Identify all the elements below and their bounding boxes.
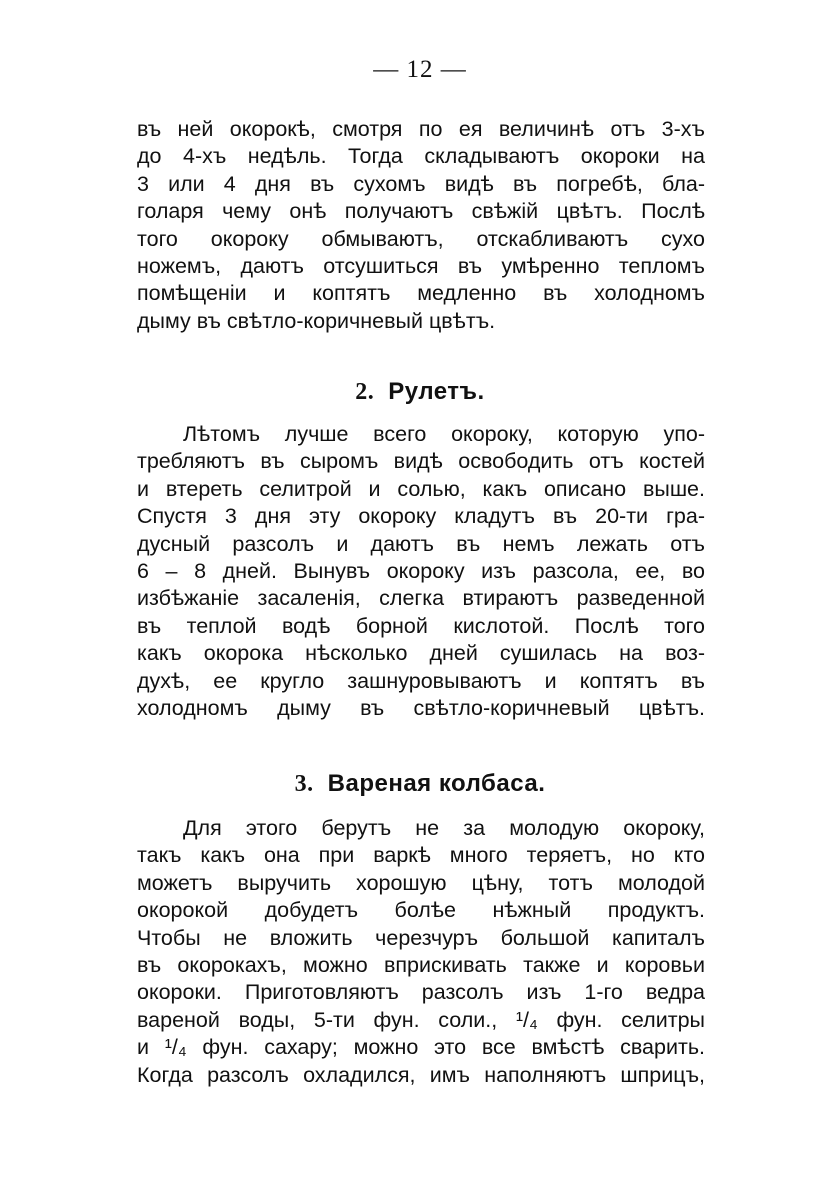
text-line: помѣщенiи и коптятъ медленно въ холодномъ <box>137 281 705 306</box>
section-heading-3 <box>0 770 840 798</box>
text-line: окорокой добудетъ болѣе нѣжный продуктъ. <box>137 898 705 923</box>
section-title: Рулетъ. <box>388 378 485 405</box>
text-line: въ окорокахъ, можно вприскивать также и коровьи <box>137 952 705 977</box>
text-line: духѣ, ее кругло зашнуровываютъ и коптятъ въ <box>137 668 705 693</box>
text-line: Чтобы не вложить черезчуръ большой капиталъ <box>137 925 705 950</box>
text-line: можетъ выручить хорошую цѣну, тотъ молодой <box>137 870 705 895</box>
section-3-paragraph <box>137 815 705 1089</box>
text-line: вареной воды, 5-ти фун. соли., ¹/₄ фун. селитры <box>137 1007 705 1032</box>
page-number: — 12 — <box>373 56 467 83</box>
text-line: Лѣтомъ лучше всего окороку, которую упо- <box>183 422 705 446</box>
text-line: того окороку обмываютъ, отскабливаютъ сухо <box>137 226 705 251</box>
text-line: дусный разсолъ и даютъ въ немъ лежать отъ <box>137 531 705 556</box>
section-number: 3. <box>294 771 314 797</box>
text-line: и ¹/₄ фун. сахару; можно это все вмѣстѣ сварить. <box>137 1035 705 1060</box>
text-line: 3 или 4 дня въ сухомъ видѣ въ погребѣ, бла- <box>137 171 705 196</box>
text-line: дыму въ свѣтло-коричневый цвѣтъ. <box>137 308 496 333</box>
text-line: до 4-хъ недѣль. Тогда складываютъ окороки на <box>137 144 705 169</box>
text-line: такъ какъ она при варкѣ много теряетъ, но кто <box>137 843 705 868</box>
text-line: въ ней окорокѣ, смотря по ея величинѣ отъ 3-хъ <box>137 117 705 141</box>
text-line: холодномъ дыму въ свѣтло-коричневый цвѣтъ. <box>137 695 705 720</box>
text-line: Спустя 3 дня эту окороку кладутъ въ 20-ти гра- <box>137 504 705 529</box>
section-number: 2. <box>355 379 375 405</box>
section-2-paragraph <box>137 421 705 722</box>
text-line: голаря чему онѣ получаютъ свѣжiй цвѣтъ. Послѣ <box>137 199 705 224</box>
text-line: и втереть селитрой и солью, какъ описано выше. <box>137 476 705 501</box>
text-line: какъ окорока нѣсколько дней сушилась на воз- <box>137 641 705 666</box>
text-line: окороки. Приготовляютъ разсолъ изъ 1-го ведра <box>137 980 705 1005</box>
text-line: избѣжанiе засаленiя, слегка втираютъ разведенной <box>137 586 705 611</box>
section-title: Вареная колбаса. <box>327 770 546 797</box>
text-line: ножемъ, даютъ отсушиться въ умѣренно тепломъ <box>137 253 705 278</box>
text-line: 6 – 8 дней. Вынувъ окороку изъ разсола, ее, во <box>137 558 705 583</box>
text-line: требляютъ въ сыромъ видѣ освободить отъ костей <box>137 449 705 474</box>
intro-paragraph <box>137 116 705 335</box>
section-heading-2 <box>0 378 840 406</box>
text-line: въ теплой водѣ борной кислотой. Послѣ того <box>137 613 705 638</box>
text-line: Когда разсолъ охладился, имъ наполняютъ шприцъ, <box>137 1062 705 1087</box>
text-line: Для этого берутъ не за молодую окороку, <box>183 816 705 840</box>
